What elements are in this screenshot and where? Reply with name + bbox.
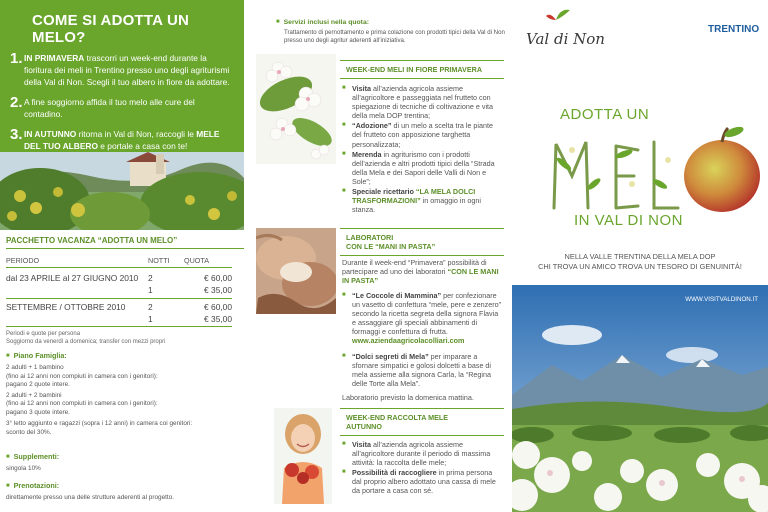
table-row: SETTEMBRE / OTTOBRE 2010 2 1 € 60,00 € 35,00 [6,302,232,324]
headline-top: ADOTTA UN [560,106,650,123]
website-link[interactable]: WWW.VISITVALDINON.IT [685,296,758,303]
supplements-title: ■ Supplementi: [6,452,59,461]
farm-website-link[interactable]: www.aziendaagricolacolliari.com [352,336,465,346]
autumn-weekend-list [342,440,502,497]
workshops-list [342,291,502,389]
spring-weekend-heading: WEEK-END MELI IN FIORE PRIMAVERA [340,60,504,79]
trentino-logo: TRENTINO [708,24,760,35]
panel-weekends [256,0,512,512]
step-2: 2. A fine soggiorno affida il tuo melo alle cure del contadino. [10,94,195,119]
step-1: 1. IN PRIMAVERA trascorri un week-end durante la fioritura dei meli in Trentino presso uno degli agriturismi della Val di Non. Scegli il tuo albero in fiore da adottare. [10,50,230,87]
headline-bottom: IN VAL DI NON [574,212,684,229]
list-item: ■ “Le Coccole di Mammina” per confezionare un vasetto di confettura “mele, pere e zenzero” secondo la ricetta segreta della signora Flavia e assaggiare gli speciali abbinamenti di formaggi e confettura di frutta. www.aziendaagricolacolliari.com [342,291,502,346]
melo-artwork-icon [512,124,768,216]
how-to-title: COME SI ADOTTA UN MELO? [32,12,190,46]
workshops-heading: LABORATORI CON LE “MANI IN PASTA” [340,228,504,256]
panel-how-to-adopt [0,0,256,512]
apple-orchard-photo [0,152,244,230]
services-text: Trattamento di pernottamento e prima colazione con prodotti tipici della Val di Non presso uno degli agritur aderenti all’iniziativa. [284,29,505,44]
price-table-header: PERIODO NOTTI QUOTA [6,256,232,268]
hands-in-dough-photo [256,228,336,314]
supplements-text: singola 10% [6,465,41,472]
price-notes: Periodi e quote per persona Soggiorno da venerdì a domenica; transfer con mezzi propri [6,331,166,345]
list-item: ■ Possibilità di raccogliere in prima persona dal proprio albero adottato una cassa di mele da portare a casa con sé. [342,468,502,495]
valley-landscape-photo [512,285,768,512]
list-item: ■ “Dolci segreti di Mela” per imparare a sfornare simpatici e golosi dolcetti a base di mela assieme alla signora Carla, la “Regina delle Torte alla Mela”. [342,352,502,388]
panel-cover [512,0,768,512]
services-title: ■ Servizi inclusi nella quota: [276,19,369,26]
girl-with-apples-photo [274,408,332,504]
table-row: dal 23 APRILE al 27 GIUGNO 2010 2 1 € 60,00 € 35,00 [6,273,232,295]
family-plan-text: 2 adulti + 1 bambino (fino ai 12 anni non compiuti in camera con i genitori): pagano 2 quote intere. 2 adulti + 2 bambini (fino ai 12 anni non compiuti in camera con i genitori): pagano 3 quote intere. 3° letto aggiunto e ragazzi (sopra i 12 anni) in camera coi genitori: sconto del 30%. [6,364,193,436]
slogan: NELLA VALLE TRENTINA DELLA MELA DOP CHI TROVA UN AMICO TROVA UN TESORO DI GENUINITÀ! [538,252,742,271]
bookings-text: direttamente presso una delle strutture aderenti al progetto. [6,494,175,501]
workshops-intro: Durante il week-end “Primavera” possibilità di partecipare ad uno dei laboratori “CON LE MANI IN PASTA” [342,258,499,286]
bookings-title: ■ Prenotazioni: [6,481,59,490]
divider [6,326,232,327]
how-to-box [0,0,244,152]
family-plan-title: ■ Piano Famiglia: [6,351,67,360]
list-item: ■ Speciale ricettario “LA MELA DOLCI TRASFORMAZIONI” in omaggio in ogni stanza. [342,187,502,214]
workshops-note: Laboratorio previsto la domenica mattina. [342,393,474,402]
step-3: 3. IN AUTUNNO ritorna in Val di Non, raccogli le MELE DEL TUO ALBERO e portale a casa con te! [10,126,220,151]
spring-weekend-list [342,84,502,215]
apple-blossom-photo [256,54,336,164]
list-item: ■ “Adozione” di un melo a scelta tra le piante del frutteto con apposizione targhetta personalizzata; [342,121,502,148]
divider [6,298,232,299]
package-title: PACCHETTO VACANZA “ADOTTA UN MELO” [6,236,244,249]
list-item: ■ Visita all’azienda agricola assieme all’agricoltore durante il periodo di massima attività: la raccolta delle mele; [342,440,502,467]
autumn-weekend-heading: WEEK-END RACCOLTA MELE AUTUNNO [340,408,504,436]
val-di-non-logo: Val di Non [526,20,605,38]
list-item: ■ Visita all’azienda agricola assieme all’agricoltore e passeggiata nel frutteto con spiegazione di tecniche di coltivazione e vita della mela DOP trentina; [342,84,502,120]
list-item: ■ Merenda in agriturismo con i prodotti dell’azienda e altri prodotti tipici della “Strada della Mela e dei Sapori delle Valli di Non e Sole”; [342,150,502,186]
